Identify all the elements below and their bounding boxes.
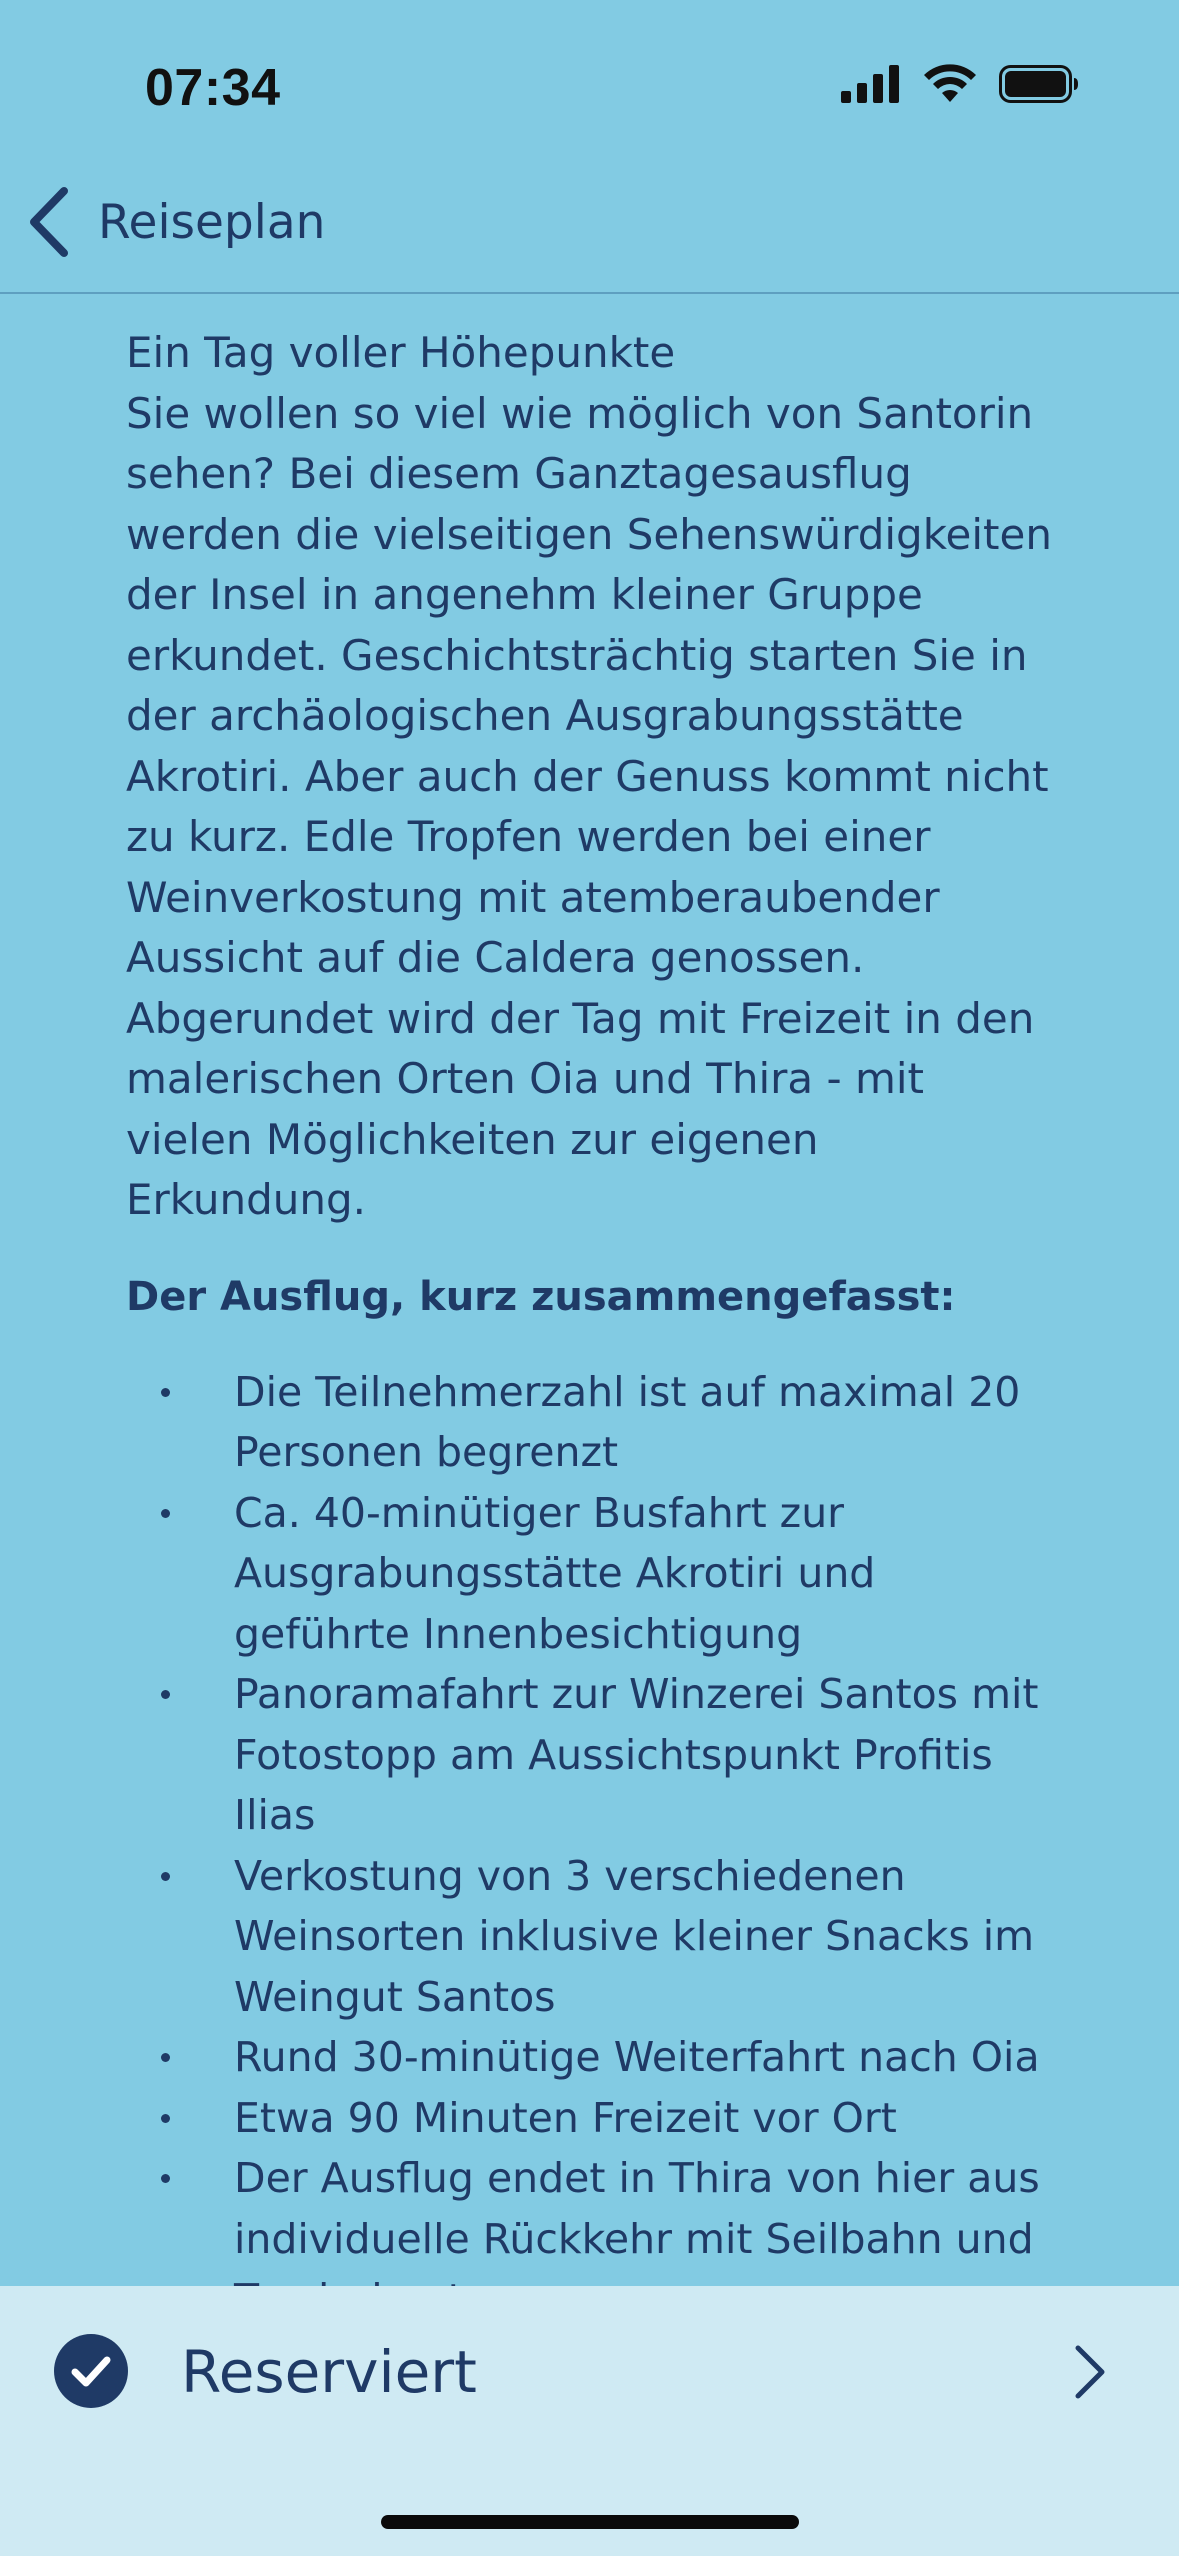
back-button[interactable] xyxy=(22,180,325,264)
status-time: 07:34 xyxy=(145,59,281,117)
status-bar xyxy=(0,0,1179,150)
highlights-list xyxy=(126,1362,1056,2330)
back-label: Reiseplan xyxy=(98,194,326,250)
intro-title: Ein Tag voller Höhepunkte xyxy=(126,328,676,377)
reservation-label: Reserviert xyxy=(181,2338,477,2406)
list-item: Die Teilnehmerzahl ist auf maximal 20 Personen begrenzt xyxy=(126,1362,1056,1483)
excursion-description[interactable] xyxy=(126,296,1056,2286)
list-item: Ca. 40-minütiger Busfahrt zur Ausgrabungsstätte Akrotiri und geführte Innenbesichtigung xyxy=(126,1483,1056,1665)
reservation-status-button[interactable] xyxy=(0,2286,1179,2456)
cellular-signal-icon xyxy=(841,65,901,103)
checkmark-circle-icon xyxy=(54,2334,128,2408)
intro-body: Sie wollen so viel wie möglich von Santorin sehen? Bei diesem Ganztagesausflug werden die vielseitigen Sehenswürdigkeiten der Insel in angenehm kleiner Gruppe erkundet. Geschichtsträchtig starten Sie in der archäologischen Ausgrabungsstätte Akrotiri. Aber auch der Genuss kommt nicht zu kurz. Edle Tropfen werden bei einer Weinverkostung mit atemberaubender Aussicht auf die Caldera genossen. Abgerundet wird der Tag mit Freizeit in den malerischen Orten Oia und Thira - mit vielen Möglichkeiten zur eigenen Erkundung. xyxy=(126,388,1052,1224)
home-indicator[interactable] xyxy=(381,2515,799,2529)
list-item: Etwa 90 Minuten Freizeit vor Ort xyxy=(126,2088,1056,2149)
list-item: Rund 30-minütige Weiterfahrt nach Oia xyxy=(126,2027,1056,2088)
chevron-left-icon xyxy=(22,180,74,264)
chevron-right-icon xyxy=(1070,2344,1110,2400)
status-icons xyxy=(841,64,1079,104)
list-item: Der Ausflug endet in Thira von hier aus individuelle Rückkehr mit Seilbahn und xyxy=(126,2148,1056,2330)
list-item: Panoramafahrt zur Winzerei Santos mit Fotostopp am Aussichtspunkt Profitis Ilias xyxy=(126,1664,1056,1846)
list-item: Verkostung von 3 verschiedenen Weinsorten inklusive kleiner Snacks im Weingut Santos xyxy=(126,1846,1056,2028)
wifi-icon xyxy=(923,64,977,104)
summary-heading: Der Ausflug, kurz zusammengefasst: xyxy=(126,1273,956,1320)
nav-bar xyxy=(0,150,1179,294)
battery-icon xyxy=(999,64,1079,104)
